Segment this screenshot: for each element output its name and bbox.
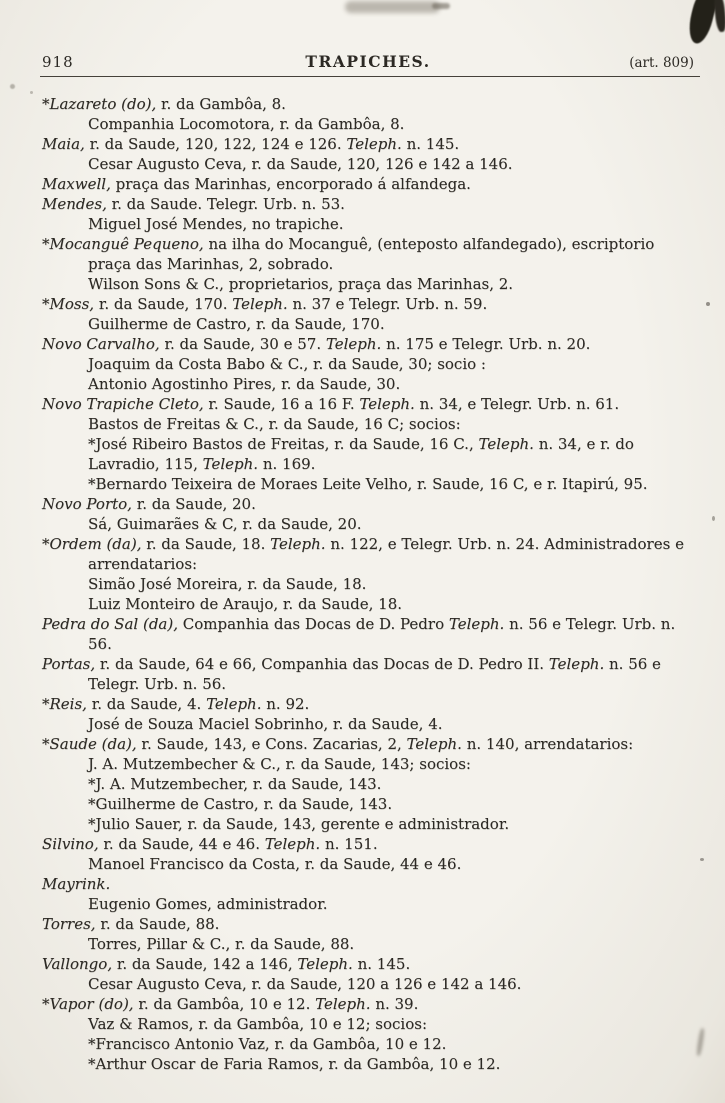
directory-entry <box>42 534 694 574</box>
entry-name-italic: Teleph. <box>478 435 534 453</box>
entry-text: *J. A. Mutzembecher, r. da Saude, 143. <box>88 775 382 793</box>
entry-text: n. 122, e Telegr. Urb. n. 24. Administradores e arrendatarios: <box>88 535 684 573</box>
directory-entry <box>42 694 694 714</box>
directory-sub-entry <box>88 754 694 774</box>
directory-sub-entry <box>88 214 694 234</box>
entry-text: n. 92. <box>261 695 310 713</box>
entry-text: r. da Gambôa, 10 e 12. <box>133 995 316 1013</box>
entry-text: n. 145. <box>401 135 460 153</box>
entry-text: r. Saude, 16 a 16 F. <box>203 395 360 413</box>
entry-text: *José Ribeiro Bastos de Freitas, r. da Saude, 16 C., <box>88 435 479 453</box>
entry-name-italic: Teleph. <box>359 395 415 413</box>
entry-text: n. 39. <box>370 995 419 1013</box>
entry-name-italic: *Moss, <box>42 295 95 313</box>
entry-text: Bastos de Freitas & C., r. da Saude, 16 C; socios: <box>88 415 461 433</box>
entry-name-italic: Mayrink. <box>42 875 111 893</box>
entry-text: José de Souza Maciel Sobrinho, r. da Saude, 4. <box>88 715 443 733</box>
directory-entry <box>42 94 694 114</box>
entry-text: Torres, Pillar & C., r. da Saude, 88. <box>88 935 355 953</box>
entry-name-italic: Maia, <box>42 135 85 153</box>
directory-sub-entry <box>88 514 694 534</box>
entry-text: *Guilherme de Castro, r. da Saude, 143. <box>88 795 393 813</box>
entry-name-italic: Novo Carvalho, <box>42 335 160 353</box>
directory-entry <box>42 194 694 214</box>
entry-name-italic: Teleph. <box>406 735 462 753</box>
entry-text: r. da Saude, 142 a 146, <box>112 955 298 973</box>
page-number: 918 <box>42 53 74 71</box>
entry-name-italic: Silvino, <box>42 835 99 853</box>
directory-sub-entry <box>88 594 694 614</box>
entry-text: Luiz Monteiro de Araujo, r. da Saude, 18. <box>88 595 403 613</box>
directory-entry <box>42 874 694 894</box>
page-header <box>42 52 694 71</box>
entry-text: Guilherme de Castro, r. da Saude, 170. <box>88 315 385 333</box>
entry-text: n. 34, e r. do Lavradio, 115, <box>88 435 634 473</box>
entry-name-italic: *Ordem (da), <box>42 535 142 553</box>
header-rule <box>40 76 700 77</box>
directory-sub-entry <box>88 1054 694 1074</box>
directory-sub-entry <box>88 814 694 834</box>
entry-name-italic: Teleph. <box>297 955 353 973</box>
entry-text: r. da Saude, 88. <box>95 915 220 933</box>
directory-entry <box>42 994 694 1014</box>
entry-text: n. 145. <box>352 955 411 973</box>
entry-text: r. da Saude. Telegr. Urb. n. 53. <box>106 195 345 213</box>
entry-text: n. 140, arrendatarios: <box>461 735 634 753</box>
entry-name-italic: Vallongo, <box>42 955 113 973</box>
entry-text: Cesar Augusto Ceva, r. da Saude, 120 a 126 e 142 a 146. <box>88 975 522 993</box>
entry-text: n. 56 e Telegr. Urb. n. 56. <box>88 655 661 693</box>
directory-entry <box>42 294 694 314</box>
directory-sub-entry <box>88 574 694 594</box>
scan-artifact-speck <box>712 516 715 521</box>
entry-text: *Bernardo Teixeira de Moraes Leite Velho, r. Saude, 16 C, e r. Itapirú, 95. <box>88 475 648 493</box>
directory-sub-entry <box>88 774 694 794</box>
directory-sub-entry <box>88 354 694 374</box>
directory-sub-entry <box>88 934 694 954</box>
scan-artifact-dot <box>30 91 33 94</box>
directory-sub-entry <box>88 794 694 814</box>
directory-sub-entry <box>88 274 694 294</box>
directory-entry <box>42 394 694 414</box>
directory-sub-entry <box>88 414 694 434</box>
directory-sub-entry <box>88 314 694 334</box>
directory-entry <box>42 234 694 274</box>
entry-name-italic: Teleph. <box>346 135 402 153</box>
entry-name-italic: Teleph. <box>206 695 262 713</box>
entry-text: *Julio Sauer, r. da Saude, 143, gerente e administrador. <box>88 815 510 833</box>
directory-sub-entry <box>88 714 694 734</box>
directory-sub-entry <box>88 474 694 494</box>
directory-sub-entry <box>88 894 694 914</box>
entry-name-italic: Teleph. <box>448 615 505 633</box>
entry-text: n. 56 e Telegr. Urb. n. 56. <box>88 615 676 653</box>
entry-text: r. da Saude, 120, 122, 124 e 126. <box>84 135 347 153</box>
directory-sub-entry <box>88 1034 694 1054</box>
entry-text: r. da Saude, 4. <box>86 695 207 713</box>
entry-text: Manoel Francisco da Costa, r. da Saude, 44 e 46. <box>88 855 462 873</box>
directory-entry <box>42 174 694 194</box>
entry-name-italic: *Reis, <box>42 695 87 713</box>
scan-artifact-speck <box>700 858 704 861</box>
directory-sub-entry <box>88 974 694 994</box>
entry-name-italic: Novo Trapiche Cleto, <box>42 395 204 413</box>
entry-text: Sá, Guimarães & C, r. da Saude, 20. <box>88 515 362 533</box>
entry-name-italic: Teleph. <box>270 535 326 553</box>
entry-text: r. da Gambôa, 8. <box>156 95 286 113</box>
entry-text: r. da Saude, 44 e 46. <box>98 835 265 853</box>
entry-text: Vaz & Ramos, r. da Gambôa, 10 e 12; socios: <box>88 1015 428 1033</box>
directory-entry <box>42 654 694 694</box>
directory-sub-entry <box>88 1014 694 1034</box>
entry-name-italic: Teleph. <box>315 995 371 1013</box>
entry-name-italic: *Mocanguê Pequeno, <box>42 235 204 253</box>
entry-text: J. A. Mutzembecher & C., r. da Saude, 143; socios: <box>88 755 471 773</box>
entry-name-italic: *Saude (da), <box>42 735 137 753</box>
entry-name-italic: Pedra do Sal (da), <box>42 615 178 633</box>
entry-text: Companhia Locomotora, r. da Gambôa, 8. <box>88 115 405 133</box>
entry-text: Eugenio Gomes, administrador. <box>88 895 328 913</box>
directory-entry <box>42 914 694 934</box>
directory-entry <box>42 334 694 354</box>
entry-text: n. 34, e Telegr. Urb. n. 61. <box>414 395 620 413</box>
entry-text: Simão José Moreira, r. da Saude, 18. <box>88 575 367 593</box>
entry-text: praça das Marinhas, encorporado á alfandega. <box>110 175 471 193</box>
directory-sub-entry <box>88 854 694 874</box>
entry-text: r. da Saude, 18. <box>141 535 271 553</box>
directory-sub-entry <box>88 434 694 474</box>
directory-entry <box>42 134 694 154</box>
entry-text: *Arthur Oscar de Faria Ramos, r. da Gambôa, 10 e 12. <box>88 1055 501 1073</box>
entry-text: r. da Saude, 30 e 57. <box>159 335 326 353</box>
entry-name-italic: Teleph. <box>264 835 321 853</box>
entry-name-italic: Mendes, <box>42 195 107 213</box>
entry-name-italic: Maxwell, <box>42 175 111 193</box>
entry-text: n. 169. <box>258 455 316 473</box>
directory-entry <box>42 954 694 974</box>
scan-artifact-corner-streak <box>713 0 725 32</box>
directory-entry <box>42 834 694 854</box>
scan-artifact-speck <box>706 302 710 306</box>
entries-list <box>42 94 694 1074</box>
entry-text: Companhia das Docas de D. Pedro <box>177 615 449 633</box>
scan-artifact-top-smudge <box>345 1 440 13</box>
entry-name-italic: *Vapor (do), <box>42 995 134 1013</box>
entry-name-italic: Portas, <box>42 655 96 673</box>
directory-entry <box>42 494 694 514</box>
page-title: TRAPICHES. <box>305 52 431 71</box>
entry-text: Cesar Augusto Ceva, r. da Saude, 120, 126 e 142 a 146. <box>88 155 513 173</box>
scan-artifact-corner-blot <box>685 0 719 46</box>
entry-text: r. da Saude, 20. <box>131 495 256 513</box>
entry-text: r. da Saude, 64 e 66, Companhia das Docas de D. Pedro II. <box>95 655 549 673</box>
entry-name-italic: Teleph. <box>202 455 259 473</box>
entry-text: n. 175 e Telegr. Urb. n. 20. <box>381 335 591 353</box>
directory-sub-entry <box>88 114 694 134</box>
directory-sub-entry <box>88 154 694 174</box>
entry-text: Joaquim da Costa Babo & C., r. da Saude, 30; socio : <box>88 355 486 373</box>
entry-text: Wilson Sons & C., proprietarios, praça das Marinhas, 2. <box>88 275 514 293</box>
entry-name-italic: Teleph. <box>232 295 288 313</box>
directory-entry <box>42 614 694 654</box>
entry-name-italic: Novo Porto, <box>42 495 132 513</box>
entry-text: n. 151. <box>320 835 378 853</box>
entry-text: n. 37 e Telegr. Urb. n. 59. <box>287 295 488 313</box>
entry-text: r. da Saude, 170. <box>94 295 233 313</box>
directory-entry <box>42 734 694 754</box>
entry-name-italic: Teleph. <box>548 655 605 673</box>
scan-artifact-dot <box>10 84 15 89</box>
entry-text: na ilha do Mocanguê, (enteposto alfandegado), escriptorio praça das Marinhas, 2, sobrado. <box>88 235 655 273</box>
article-reference: (art. 809) <box>629 55 694 71</box>
directory-sub-entry <box>88 374 694 394</box>
scan-artifact-top-smudge-2 <box>432 3 450 9</box>
entry-text: *Francisco Antonio Vaz, r. da Gambôa, 10 e 12. <box>88 1035 447 1053</box>
entry-text: r. Saude, 143, e Cons. Zacarias, 2, <box>136 735 407 753</box>
scan-artifact-bottom-mark <box>696 1028 705 1056</box>
entry-text: Antonio Agostinho Pires, r. da Saude, 30. <box>88 375 401 393</box>
entry-text: Miguel José Mendes, no trapiche. <box>88 215 344 233</box>
entry-name-italic: Teleph. <box>325 335 382 353</box>
entry-name-italic: Torres, <box>42 915 96 933</box>
entry-name-italic: *Lazareto (do), <box>42 95 157 113</box>
